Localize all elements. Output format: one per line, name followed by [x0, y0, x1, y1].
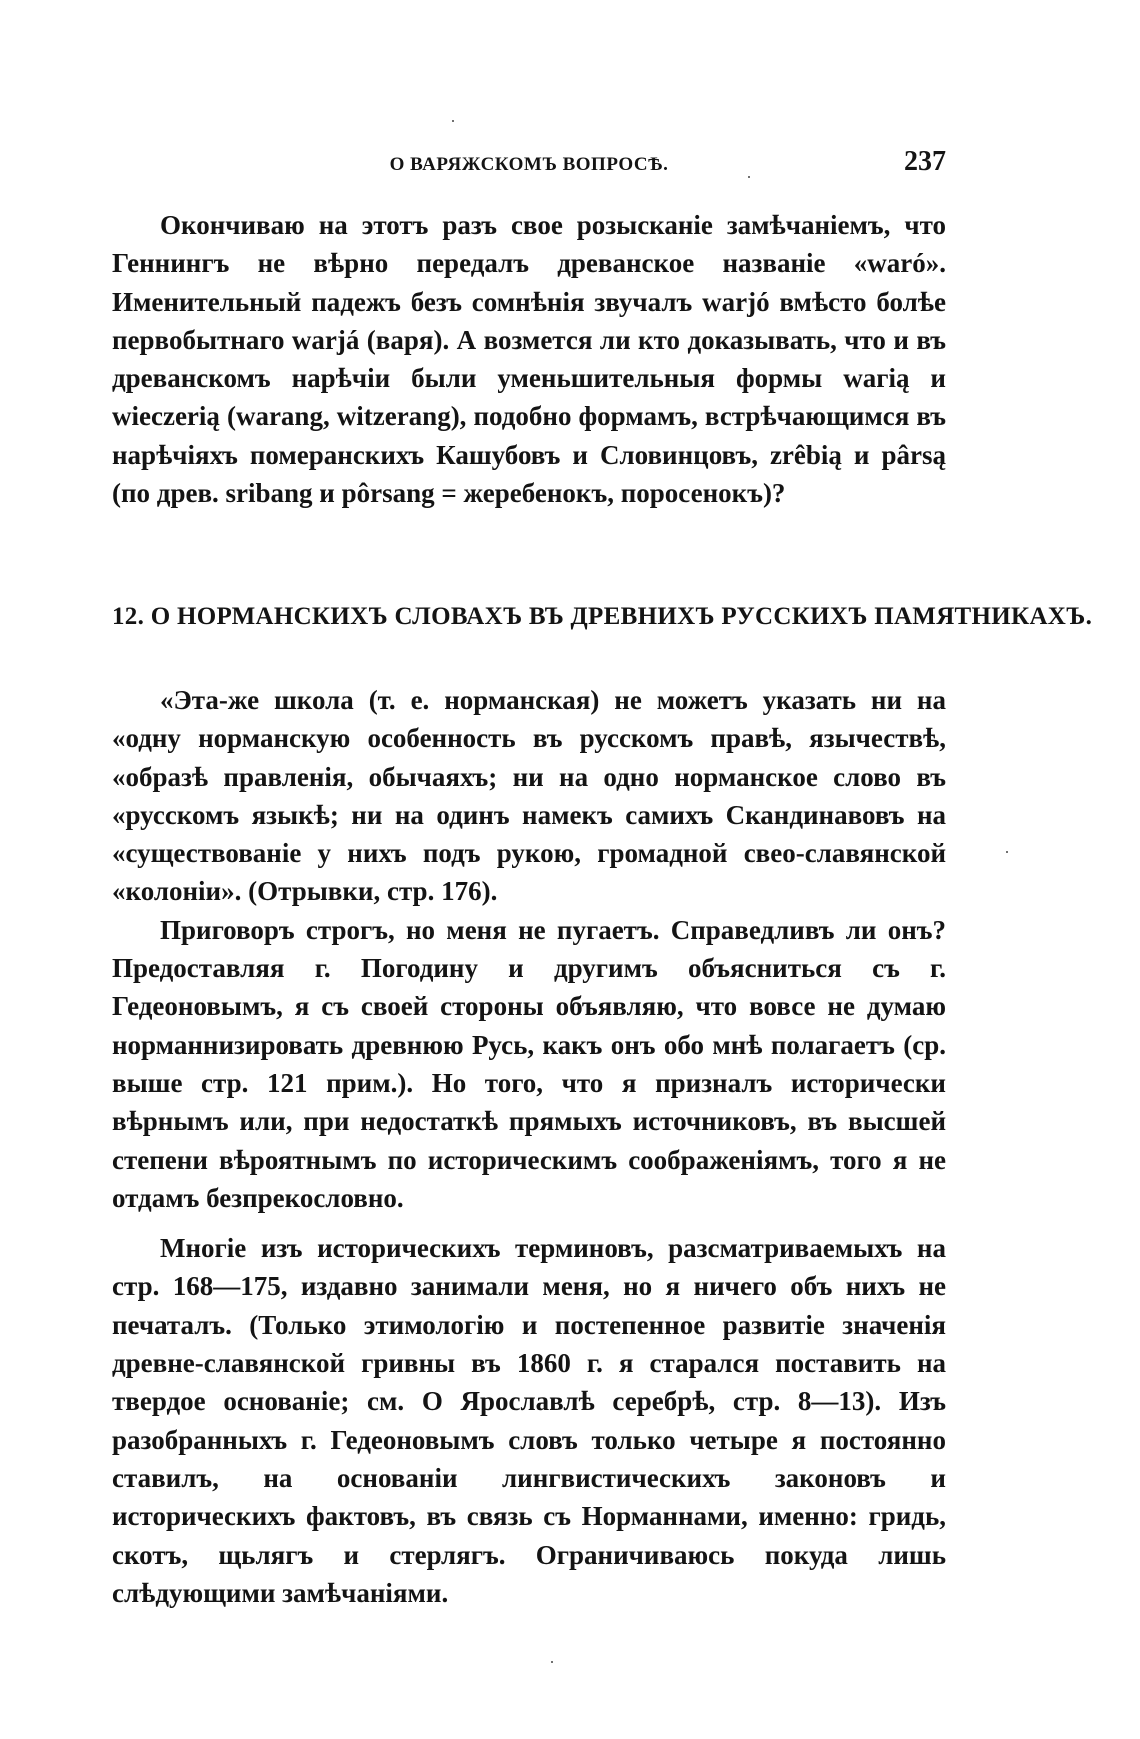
quote-paragraph: «Эта-же школа (т. е. норманская) не можетъ указать ни на «одну норманскую особенность въ русскомъ правѣ, язычествѣ, «образѣ правленія, обычаяхъ; ни на одно норманское слово въ «русскомъ языкѣ; ни на одинъ намекъ самихъ Скандинавовъ на «существованіе у нихъ подъ рукою, громадной свео-славянской «колоніи». (Отрывки, стр. 176). [112, 685, 946, 907]
text-block-section [112, 681, 946, 1612]
paragraph-4: Многіе изъ историческихъ терминовъ, разсматриваемыхъ на стр. 168—175, издавно занимали меня, но я ничего объ нихъ не печаталъ. (Только этимологію и постепенное развитіе значенія древне-славянской гривны въ 1860 г. я старался поставить на твердое основаніе; см. О Ярославлѣ серебрѣ, стр. 8—13). Изъ разобранныхъ г. Гедеоновымъ словъ только четыре я постоянно ставилъ, на основаніи лингвистическихъ законовъ и историческихъ фактовъ, въ связь съ Норманнами, именно: гридь, скотъ, щьлягъ и стерлягъ. Ограничиваюсь покуда лишь слѣдующими замѣчаніями. [112, 1233, 946, 1608]
paper-speck [1006, 851, 1008, 853]
paragraph-1: Окончиваю на этотъ разъ свое розысканіе замѣчаніемъ, что Геннингъ не вѣрно передалъ древанское названіе «waró». Именительный падежъ безъ сомнѣнія звучалъ warjó вмѣсто болѣе первобытнаго warjá (варя). А возмется ли кто доказывать, что и въ древанскомъ нарѣчіи были уменьшительныя формы waгią и wieczerią (warang, witzerang), подобно формамъ, встрѣчающимся въ нарѣчіяхъ померанскихъ Кашубовъ и Словинцовъ, zrêbią и pârsą (по древ. sribang и pôrsang = жеребенокъ, поросенокъ)? [112, 210, 946, 509]
page-number: 237 [904, 146, 946, 177]
running-title: О ВАРЯЖСКОМЪ ВОПРОСѢ. [389, 154, 669, 175]
paper-speck [748, 176, 750, 178]
section-heading: 12. О НОРМАНСКИХЪ СЛОВАХЪ ВЪ ДРЕВНИХЪ РУССКИХЪ ПАМЯТНИКАХЪ. [112, 603, 1093, 630]
paper-speck [551, 1661, 553, 1663]
text-block-top [112, 206, 946, 512]
paragraph-3: Приговоръ строгъ, но меня не пугаетъ. Справедливъ ли онъ? Предоставляя г. Погодину и другимъ объясниться съ г. Гедеоновымъ, я съ своей стороны объявляю, что вовсе не думаю норманнизировать древнюю Русь, какъ онъ обо мнѣ полагаетъ (ср. выше стр. 121 прим.). Но того, что я призналъ исторически вѣрнымъ или, при недостаткѣ прямыхъ источниковъ, въ высшей степени вѣроятнымъ по историческимъ соображеніямъ, того я не отдамъ безпрекословно. [112, 914, 946, 1213]
paper-speck [452, 120, 454, 122]
running-head [112, 146, 946, 186]
